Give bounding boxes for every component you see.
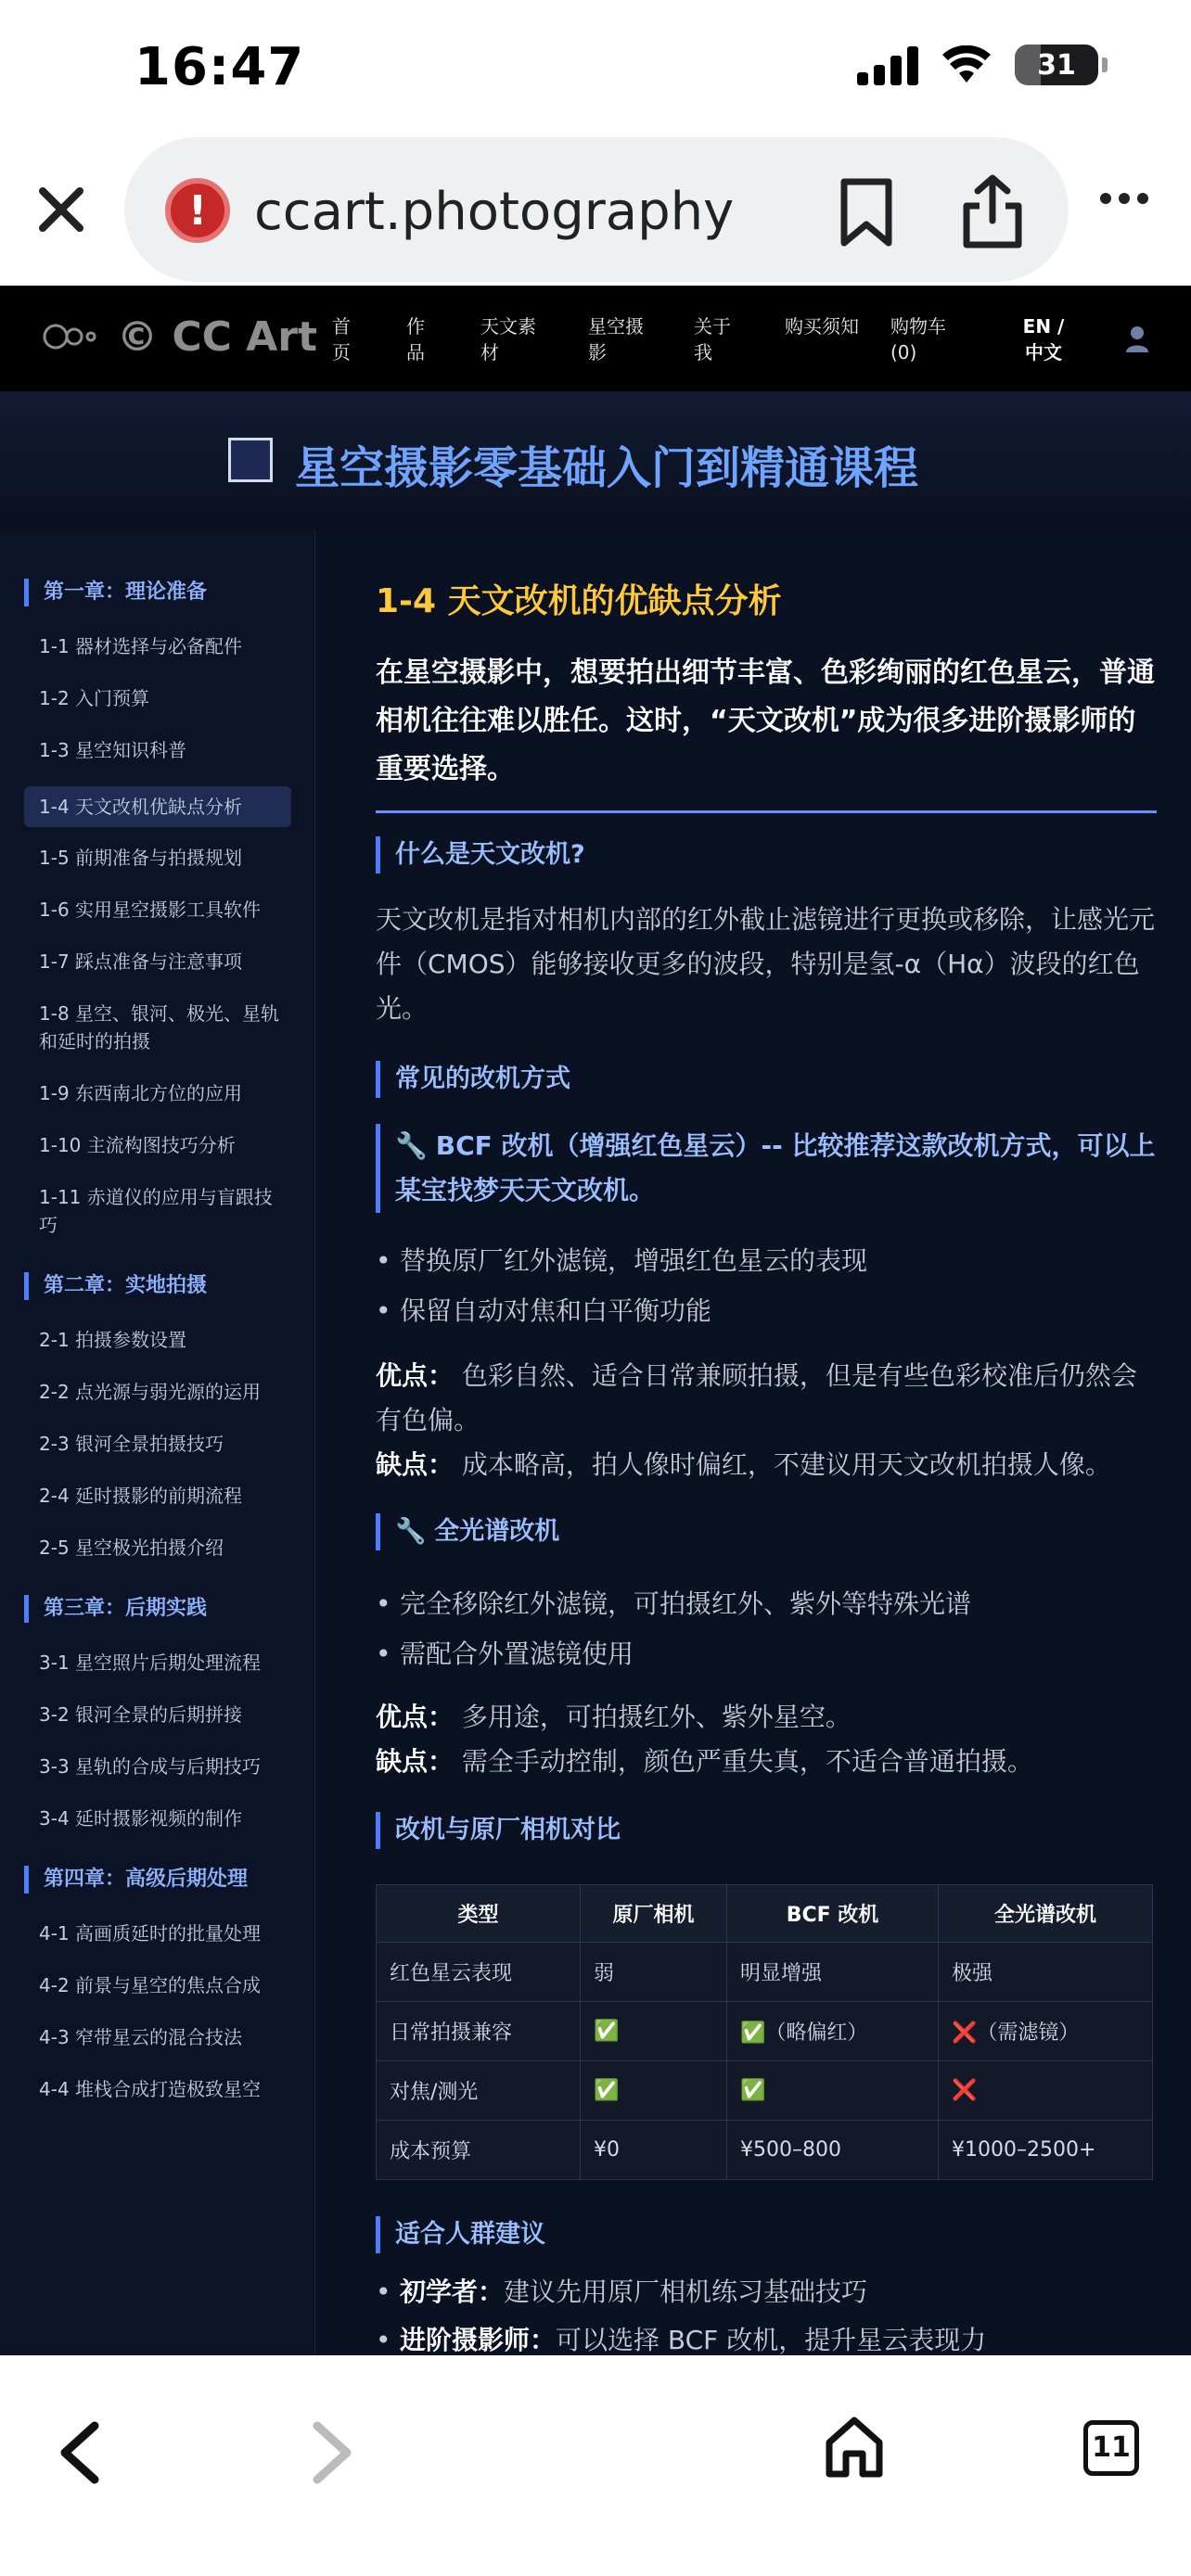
article-title: 1-4 天文改机的优缺点分析 [376, 582, 782, 620]
status-icons [857, 45, 1098, 85]
suggest-title: 适合人群建议 [376, 2216, 545, 2253]
bcf-pros-text: 色彩自然、适合日常兼顾拍摄，但是有些色彩校准后仍然会有色偏。 [376, 1360, 1137, 1435]
table-cell: ❌ [939, 2061, 1153, 2121]
table-header-row [377, 1885, 1153, 1943]
full-spectrum-heading [376, 1513, 559, 1550]
course-sidebar [0, 530, 315, 2355]
table-cell: ✅ [581, 2002, 727, 2061]
nav-purchase-notes[interactable]: 购买须知 [785, 315, 859, 338]
signal-icon [857, 45, 918, 85]
bcf-title: BCF 改机（增强红色星云）-- 比较推荐这款改机方式，可以上某宝找梦天天文改机。 [395, 1130, 1156, 1205]
nav-works[interactable]: 作品 [406, 315, 425, 363]
sidebar-item-2-2[interactable]: 2-2 点光源与弱光源的运用 [39, 1381, 262, 1403]
table-cell: 极强 [939, 1943, 1153, 2002]
sidebar-item-1-3[interactable]: 1-3 星空知识科普 [39, 739, 187, 761]
sidebar-item-3-4[interactable]: 3-4 延时摄影视频的制作 [39, 1807, 243, 1830]
table-cell: 红色星云表现 [377, 1943, 581, 2002]
forward-icon[interactable] [308, 2420, 358, 2485]
table-cell: 日常拍摄兼容 [377, 2002, 581, 2061]
sidebar-item-1-7[interactable]: 1-7 踩点准备与注意事项 [39, 950, 243, 973]
full-spectrum-title: 全光谱改机 [434, 1517, 560, 1546]
back-icon[interactable] [54, 2420, 104, 2485]
suggestion-text: 建议先用原厂相机练习基础技巧 [504, 2276, 868, 2307]
address-bar[interactable] [124, 137, 1069, 282]
table-cell: ¥500–800 [727, 2121, 939, 2180]
bcf-heading [376, 1124, 1157, 1213]
sidebar-item-1-8[interactable]: 1-8 星空、银河、极光、星轨和延时的拍摄 [39, 1002, 280, 1052]
sidebar-item-4-1[interactable]: 4-1 高画质延时的批量处理 [39, 1922, 262, 1945]
sidebar-item-3-1[interactable]: 3-1 星空照片后期处理流程 [39, 1651, 262, 1674]
table-cell: ✅ [581, 2061, 727, 2121]
battery-icon [1015, 45, 1098, 85]
table-cell: 成本预算 [377, 2121, 581, 2180]
sidebar-item-1-10[interactable]: 1-10 主流构图技巧分析 [39, 1134, 236, 1156]
suggestion-label: 初学者： [400, 2276, 505, 2307]
sidebar-item-1-2[interactable]: 1-2 入门预算 [39, 687, 150, 709]
site-logo[interactable]: © CC Art [117, 313, 318, 361]
status-time: 16:47 [134, 37, 305, 97]
full-pros-text: 多用途，可拍摄红外、紫外星空。 [461, 1702, 852, 1732]
nav-language[interactable]: EN / 中文 [1022, 315, 1065, 363]
table-cell: ✅ [727, 2061, 939, 2121]
chapter-1-title[interactable]: 第一章：理论准备 [24, 579, 207, 606]
bcf-cons-label: 缺点： [376, 1449, 455, 1480]
browser-toolbar [0, 130, 1191, 286]
full-bullet-2: • 需配合外置滤镜使用 [376, 1636, 634, 1673]
chapter-2-title[interactable]: 第二章：实地拍摄 [24, 1272, 207, 1300]
nav-cart[interactable]: 购物车(0) [890, 315, 946, 363]
sidebar-item-3-3[interactable]: 3-3 星轨的合成与后期技巧 [39, 1755, 262, 1778]
table-row [377, 2002, 1153, 2061]
sidebar-item-3-2[interactable]: 3-2 银河全景的后期拼接 [39, 1703, 243, 1726]
site-navbar [0, 286, 1191, 391]
sidebar-item-1-5[interactable]: 1-5 前期准备与拍摄规划 [39, 847, 243, 869]
sidebar-item-4-2[interactable]: 4-2 前景与星空的焦点合成 [39, 1974, 262, 1996]
sidebar-item-1-11[interactable]: 1-11 赤道仪的应用与盲跟技巧 [39, 1186, 273, 1236]
battery-level: 31 [1037, 48, 1076, 82]
suggestion-item [376, 2322, 986, 2355]
bcf-bullet-1: • 替换原厂红外滤镜，增强红色星云的表现 [376, 1243, 867, 1280]
section-what-text: 天文改机是指对相机内部的红外截止滤镜进行更换或移除，让感光元件（CMOS）能够接收更多的波段，特别是氢-α（Hα）波段的红色光。 [376, 904, 1156, 1024]
tabs-button[interactable]: 11 [1083, 2420, 1139, 2476]
suggestion-label: 进阶摄影师： [400, 2325, 557, 2355]
more-options-icon[interactable] [1100, 193, 1148, 204]
table-cell: 对焦/测光 [377, 2061, 581, 2121]
full-cons-text: 需全手动控制，颜色严重失真，不适合普通拍摄。 [461, 1746, 1033, 1777]
full-cons-label: 缺点： [376, 1746, 455, 1777]
table-cell: ❌（需滤镜） [939, 2002, 1153, 2061]
status-bar [0, 0, 1191, 130]
table-cell: 明显增强 [727, 1943, 939, 2002]
wrench-icon-2: 🔧 [395, 1517, 435, 1546]
full-pros-cons [376, 1695, 1157, 1784]
table-header: 原厂相机 [581, 1885, 727, 1943]
table-row [377, 2061, 1153, 2121]
browser-bottom-bar [0, 2355, 1191, 2576]
chapter-3-title[interactable]: 第三章：后期实践 [24, 1595, 207, 1623]
nav-astro-materials[interactable]: 天文素材 [480, 315, 536, 363]
table-cell: ¥0 [581, 2121, 727, 2180]
suggestion-text: 可以选择 BCF 改机，提升星云表现力 [556, 2325, 987, 2355]
wifi-icon [942, 45, 991, 84]
full-pros-label: 优点： [376, 1702, 455, 1732]
sidebar-item-2-1[interactable]: 2-1 拍摄参数设置 [39, 1329, 187, 1351]
table-cell: ¥1000–2500+ [939, 2121, 1153, 2180]
table-header: 全光谱改机 [939, 1885, 1153, 1943]
bcf-cons-text: 成本略高，拍人像时偏红，不建议用天文改机拍摄人像。 [461, 1449, 1111, 1480]
compare-title: 改机与原厂相机对比 [376, 1812, 621, 1849]
user-icon[interactable] [1124, 325, 1150, 352]
course-title: 星空摄影零基础入门到精通课程 [295, 442, 919, 494]
nav-home[interactable]: 首页 [332, 315, 351, 363]
sidebar-item-2-4[interactable]: 2-4 延时摄影的前期流程 [39, 1485, 243, 1507]
share-icon[interactable] [959, 174, 1026, 249]
course-banner [0, 391, 1191, 530]
sidebar-item-2-3[interactable]: 2-3 银河全景拍摄技巧 [39, 1433, 224, 1455]
content-area [0, 530, 1191, 2355]
chapter-4-title[interactable]: 第四章：高级后期处理 [24, 1866, 248, 1894]
security-warning-icon[interactable] [165, 178, 230, 243]
nav-about[interactable]: 关于我 [694, 315, 731, 363]
sidebar-item-2-5[interactable]: 2-5 星空极光拍摄介绍 [39, 1537, 224, 1559]
full-bullet-1: • 完全移除红外滤镜，可拍摄红外、紫外等特殊光谱 [376, 1586, 971, 1623]
nav-starry-photography[interactable]: 星空摄影 [588, 315, 644, 363]
galaxy-image-icon [228, 438, 273, 482]
section-common-title: 常见的改机方式 [376, 1061, 570, 1098]
sidebar-item-1-9[interactable]: 1-9 东西南北方位的应用 [39, 1082, 243, 1104]
bcf-bullet-2: • 保留自动对焦和白平衡功能 [376, 1293, 711, 1330]
bcf-pros-label: 优点： [376, 1360, 455, 1391]
table-row [377, 1943, 1153, 2002]
sidebar-item-4-3[interactable]: 4-3 窄带星云的混合技法 [39, 2026, 243, 2048]
sidebar-item-1-6[interactable]: 1-6 实用星空摄影工具软件 [39, 899, 262, 921]
table-cell: 弱 [581, 1943, 727, 2002]
table-row [377, 2121, 1153, 2180]
wrench-icon: 🔧 [395, 1130, 436, 1161]
bookmark-icon[interactable] [839, 178, 894, 247]
compare-table [376, 1884, 1153, 2180]
table-header: BCF 改机 [727, 1885, 939, 1943]
table-cell: ✅（略偏红） [727, 2002, 939, 2061]
close-icon[interactable] [35, 184, 87, 236]
logo-mark-icon [43, 321, 102, 352]
url-text[interactable]: ccart.photography [254, 182, 735, 242]
sidebar-item-1-1[interactable]: 1-1 器材选择与必备配件 [39, 635, 243, 657]
suggestion-item [376, 2274, 867, 2311]
home-icon[interactable] [824, 2415, 885, 2480]
sidebar-item-1-4[interactable]: 1-4 天文改机优缺点分析 [39, 796, 243, 818]
intro-divider [376, 810, 1157, 813]
bcf-pros-cons [376, 1354, 1157, 1487]
section-what-title: 什么是天文改机? [376, 836, 585, 874]
sidebar-item-4-4[interactable]: 4-4 堆栈合成打造极致星空 [39, 2078, 262, 2100]
table-header: 类型 [377, 1885, 581, 1943]
article-intro: 在星空摄影中，想要拍出细节丰富、色彩绚丽的红色星云，普通相机往往难以胜任。这时，“天文改机”成为很多进阶摄影师的重要选择。 [376, 657, 1155, 785]
